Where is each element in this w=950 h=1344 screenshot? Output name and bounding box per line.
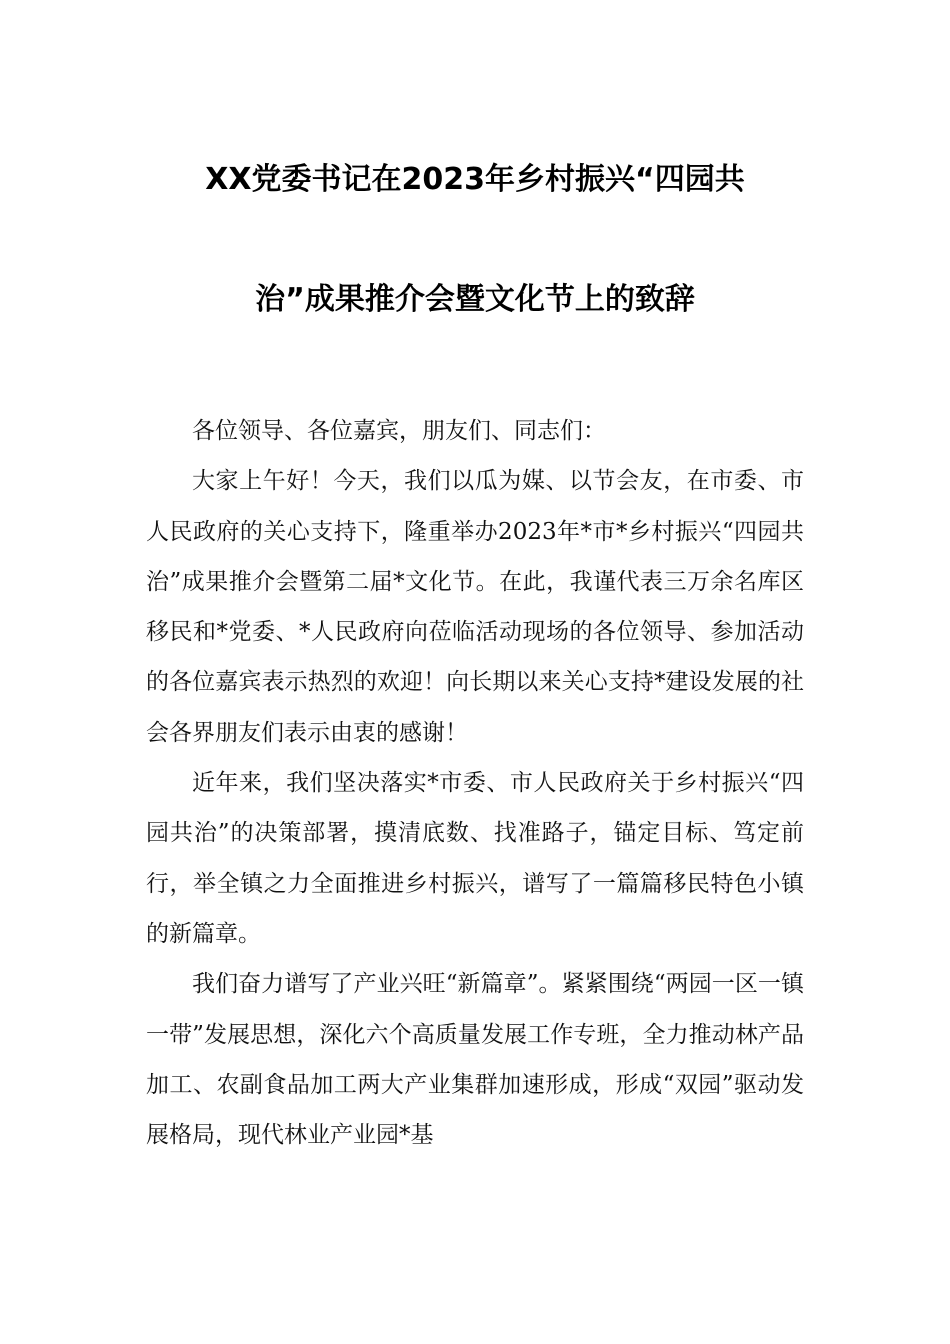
- salutation-paragraph: 各位领导、各位嘉宾，朋友们、同志们：: [192, 418, 606, 444]
- greeting-paragraph: 大家上午好！今天，我们以瓜为媒、以节会友，在市委、市人民政府的关心支持下，隆重举办2023年*市*乡村振兴“四园共治”成果推介会暨第二届*文化节。在此，我谨代表三万余名库区移民和*党委、*人民政府向莅临活动现场的各位领导、参加活动的各位嘉宾表示热烈的欢迎！向长期以来关心支持*建设发展的社会各界朋友们表示由衷的感谢！: [146, 468, 804, 746]
- document-title-line-2: 治”成果推介会暨文化节上的致辞: [255, 282, 695, 317]
- recent-years-paragraph: 近年来，我们坚决落实*市委、市人民政府关于乡村振兴“四园共治”的决策部署，摸清底数、找准路子，锚定目标、笃定前行，举全镇之力全面推进乡村振兴，谱写了一篇篇移民特色小镇的新篇章。: [146, 770, 804, 947]
- document-body: [146, 406, 804, 1160]
- document-title-line-1: XX党委书记在2023年乡村振兴“四园共: [205, 162, 745, 197]
- industry-paragraph: 我们奋力谱写了产业兴旺“新篇章”。紧紧围绕“两园一区一镇一带”发展思想，深化六个高质量发展工作专班，全力推动林产品加工、农副食品加工两大产业集群加速形成，形成“双园”驱动发展格局，现代林业产业园*基: [146, 971, 804, 1149]
